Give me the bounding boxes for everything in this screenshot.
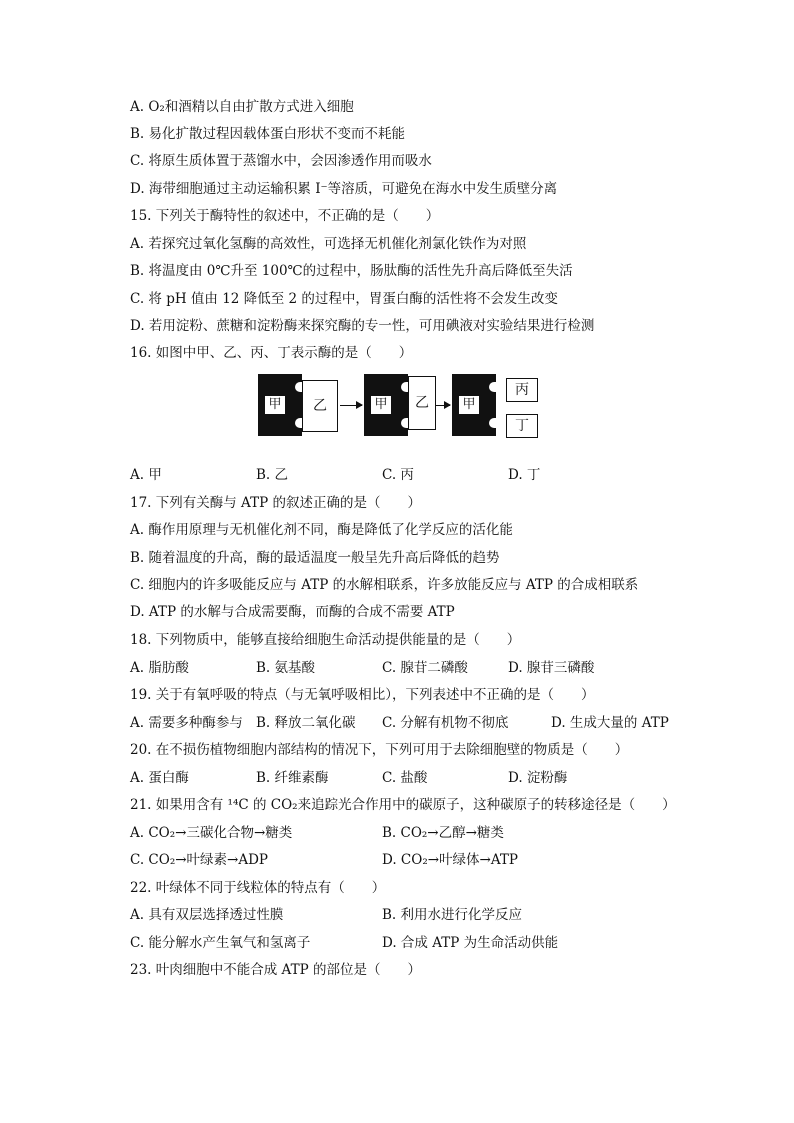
- q17-option-b: B. 随着温度的升高，酶的最适温度一般呈先升高后降低的趋势: [130, 550, 500, 566]
- enzyme-label-3: 甲: [458, 395, 480, 415]
- q22-option-c: C. 能分解水产生氧气和氢离子: [130, 935, 311, 951]
- enzyme-label-1: 甲: [264, 395, 286, 415]
- substrate-block-1: 乙: [302, 380, 338, 432]
- question-16: 16. 如图中甲、乙、丙、丁表示酶的是（ ）: [130, 345, 413, 361]
- enzyme-block-3: [452, 374, 496, 436]
- question-22: 22. 叶绿体不同于线粒体的特点有（ ）: [130, 880, 386, 896]
- q18-option-c: C. 腺苷二磷酸: [382, 660, 468, 676]
- q16-option-a: A. 甲: [130, 467, 162, 483]
- q19-option-a: A. 需要多种酶参与: [130, 715, 243, 731]
- q16-option-c: C. 丙: [382, 467, 414, 483]
- arrow-1: [340, 405, 362, 406]
- enzyme-label-2: 甲: [370, 395, 392, 415]
- q22-option-d: D. 合成 ATP 为生命活动供能: [382, 935, 559, 951]
- q18-option-b: B. 氨基酸: [256, 660, 316, 676]
- q20-option-d: D. 淀粉酶: [508, 770, 568, 786]
- q14-option-c: C. 将原生质体置于蒸馏水中，会因渗透作用而吸水: [130, 153, 432, 169]
- q20-option-a: A. 蛋白酶: [130, 770, 189, 786]
- q21-option-d: D. CO₂→叶绿体→ATP: [382, 852, 518, 868]
- q14-option-d: D. 海带细胞通过主动运输积累 I⁻等溶质，可避免在海水中发生质壁分离: [130, 181, 558, 197]
- question-19: 19. 关于有氧呼吸的特点（与无氧呼吸相比），下列表述中不正确的是（ ）: [130, 687, 595, 703]
- q15-option-d: D. 若用淀粉、蔗糖和淀粉酶来探究酶的专一性，可用碘液对实验结果进行检测: [130, 318, 595, 334]
- enzyme-block-2: [364, 374, 408, 436]
- q19-option-d: D. 生成大量的 ATP: [551, 715, 669, 731]
- q19-option-c: C. 分解有机物不彻底: [382, 715, 509, 731]
- substrate-block-2: 乙: [408, 376, 436, 430]
- q21-option-b: B. CO₂→乙醇→糖类: [382, 825, 504, 841]
- q21-option-c: C. CO₂→叶绿素→ADP: [130, 852, 269, 868]
- q20-option-b: B. 纤维素酶: [256, 770, 329, 786]
- q18-option-d: D. 腺苷三磷酸: [508, 660, 595, 676]
- product-1-block: 丙: [506, 378, 538, 402]
- product-2-block: 丁: [506, 414, 538, 438]
- q17-option-c: C. 细胞内的许多吸能反应与 ATP 的水解相联系，许多放能反应与 ATP 的合成相联系: [130, 577, 639, 593]
- q21-option-a: A. CO₂→三碳化合物→糖类: [130, 825, 293, 841]
- q17-option-a: A. 酶作用原理与无机催化剂不同，酶是降低了化学反应的活化能: [130, 522, 513, 538]
- question-15: 15. 下列关于酶特性的叙述中，不正确的是（ ）: [130, 208, 440, 224]
- question-23: 23. 叶肉细胞中不能合成 ATP 的部位是（ ）: [130, 962, 421, 978]
- q22-option-b: B. 利用水进行化学反应: [382, 907, 523, 923]
- q14-option-b: B. 易化扩散过程因载体蛋白形状不变而不耗能: [130, 126, 406, 142]
- q15-option-b: B. 将温度由 0℃升至 100℃的过程中，肠肽酶的活性先升高后降低至失活: [130, 263, 573, 279]
- q14-option-a: A. O₂和酒精以自由扩散方式进入细胞: [130, 99, 354, 115]
- question-18: 18. 下列物质中，能够直接给细胞生命活动提供能量的是（ ）: [130, 632, 521, 648]
- q16-option-d: D. 丁: [508, 467, 541, 483]
- q17-option-d: D. ATP 的水解与合成需要酶，而酶的合成不需要 ATP: [130, 604, 455, 620]
- question-21: 21. 如果用含有 ¹⁴C 的 CO₂来追踪光合作用中的碳原子，这种碳原子的转移途径是（ ）: [130, 797, 676, 813]
- q15-option-c: C. 将 pH 值由 12 降低至 2 的过程中，胃蛋白酶的活性将不会发生改变: [130, 291, 558, 307]
- question-20: 20. 在不损伤植物细胞内部结构的情况下，下列可用于去除细胞壁的物质是（ ）: [130, 742, 629, 758]
- q20-option-c: C. 盐酸: [382, 770, 428, 786]
- q22-option-a: A. 具有双层选择透过性膜: [130, 907, 284, 923]
- arrow-2: [436, 405, 450, 406]
- question-17: 17. 下列有关酶与 ATP 的叙述正确的是（ ）: [130, 495, 421, 511]
- enzyme-diagram: [258, 374, 540, 438]
- enzyme-block-1: [258, 374, 302, 436]
- q18-option-a: A. 脂肪酸: [130, 660, 189, 676]
- q19-option-b: B. 释放二氧化碳: [256, 715, 356, 731]
- q15-option-a: A. 若探究过氧化氢酶的高效性，可选择无机催化剂氯化铁作为对照: [130, 236, 527, 252]
- q16-option-b: B. 乙: [256, 467, 289, 483]
